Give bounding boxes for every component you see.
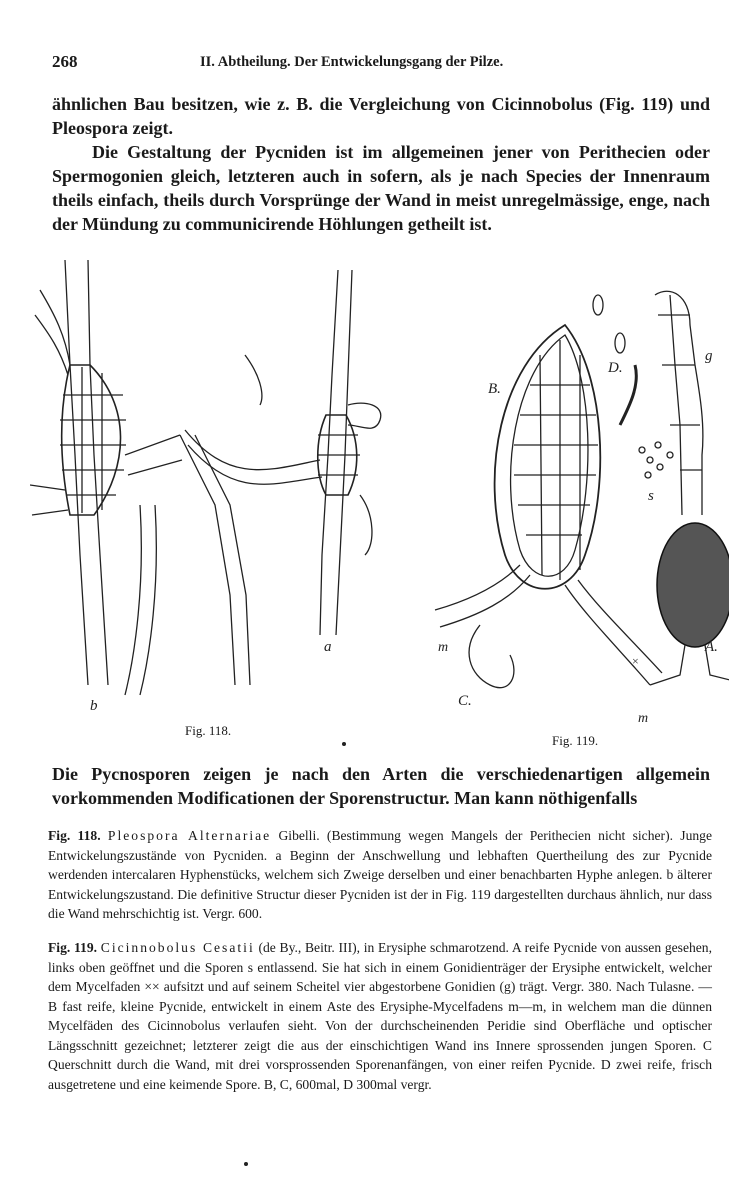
label-m-left: m (438, 640, 449, 655)
caption-119-text: (de By., Beitr. III), in Erysiphe schmarotzend. A reife Pycnide von aussen gesehen, links oben geöffnet und die Sporen s entlassend. Sie hat sich in einem Gonidienträger der Erysiphe entwickelt, welcher dem Mycelfaden ×× aufsitzt und auf seinem Scheitel vier abgestorbene Gonidien (g) trägt. Vergr. 380. Nach Tulasne. — B fast reife, kleine Pycnide, entwickelt in einem Aste des Erysiphe-Mycelfadens m—m, in welchem man die dünnen Mycelfäden des Cicinnobolus verlaufen sieht. Von der durchscheinenden Peridie sind Oberfläche und optischer Längsschnitt gezeichnet; letzterer zeigt die aus der einschichtigen Wand ins Innere sprossenden jungen Sporen. C Querschnitt durch die Wand, mit drei vorsprossenden Sporenanfängen, von einer reifen Pycnide. D zwei reife, frisch ausgetretene und eine keimende Spore. B, C, 600mal, D 300mal vergr. (48, 940, 713, 1092)
caption-118-species: Pleospora Alternariae (107, 828, 272, 843)
print-speck (244, 1162, 248, 1166)
running-title: II. Abtheilung. Der Entwickelungsgang der Pilze. (200, 54, 504, 70)
botanical-illustration (30, 255, 729, 755)
label-s: s (648, 488, 654, 504)
paragraph-1: ähnlichen Bau besitzen, wie z. B. die Vergleichung von Cicinnobolus (Fig. 119) und Pleospora zeigt. (52, 94, 710, 138)
label-B: B. (488, 381, 501, 397)
label-x: × (632, 654, 639, 668)
page-header (52, 52, 692, 76)
fig118-b-drawing (30, 260, 182, 695)
paragraph-2: Die Gestaltung der Pycniden ist im allgemeinen jener von Perithecien oder Spermogonien gleich, letzteren auch in sofern, als je nach Species der Innenraum theils einfach, theils durch Vorsprünge der Wand in meist unregelmässige, enge, nach der Mündung zu communicirende Höhlungen getheilt ist. (52, 142, 710, 234)
label-A: A. (705, 639, 718, 655)
label-C: C. (458, 693, 472, 709)
caption-fig-119 (48, 938, 712, 1094)
fig-118-label: Fig. 118. (185, 723, 232, 738)
label-a: a (324, 639, 332, 655)
print-speck (342, 742, 346, 746)
fig119-B-drawing (435, 325, 662, 688)
fig118-a-drawing (180, 270, 381, 685)
figure-118-119 (30, 255, 729, 755)
caption-118-lead: Fig. 118. (48, 828, 101, 843)
label-g: g (705, 348, 713, 364)
page-number: 268 (52, 52, 78, 71)
caption-fig-118 (48, 826, 712, 924)
fig-119-label: Fig. 119. (552, 733, 599, 748)
caption-118-text: Gibelli. (Bestimmung wegen Mangels der Perithecien nicht sicher). Junge Entwickelungszustände von Pycniden. a Beginn der Anschwellung und lebhaften Quertheilung des zur Pycnide werdenden intercalaren Hyphenstücks, welchem sich Zweige derselben und einer benachbarten Hyphe anlegen. b älterer Entwickelungszustand. Die definitive Structur dieser Pycniden ist der in Fig. 119 dargestellten durchaus ähnlich, nur dass die Wand mehrschichtig ist. Vergr. 600. (48, 828, 712, 921)
label-m-right: m (638, 711, 649, 726)
paragraph-3: Die Pycnosporen zeigen je nach den Arten die verschiedenartigen allgemein vorkommenden Modificationen der Sporenstructur. Man kann nöthigenfalls (52, 764, 710, 808)
label-b: b (90, 698, 98, 714)
caption-119-species: Cicinnobolus Cesatii (100, 940, 255, 955)
label-D: D. (608, 360, 623, 376)
caption-119-lead: Fig. 119. (48, 940, 98, 955)
